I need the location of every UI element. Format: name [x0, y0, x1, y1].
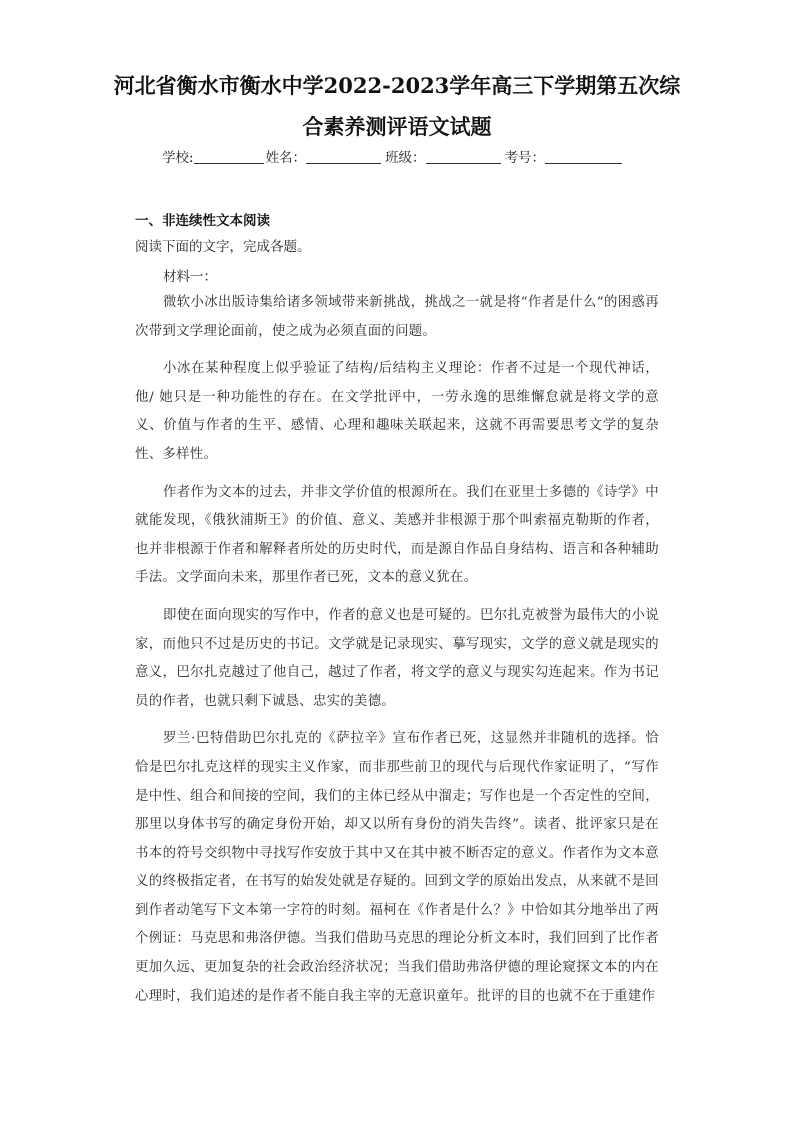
- material-label: 材料一：: [163, 269, 217, 285]
- name-label: 姓名：: [265, 150, 307, 166]
- exam-title-line-2: 合素养测评语文试题: [302, 114, 492, 139]
- passage-paragraph: 小冰在某种程度上似乎验证了结构/后结构主义理论：作者不过是一个现代神话，他/ 她只是一种功能性的存在。在文学批评中，一劳永逸的思维懈怠就是将文学的意义、价值与作者的生平、感情、心理和趣味关联起来，这就不再需要思考文学的复杂性、多样性。: [135, 361, 659, 462]
- passage-paragraph: 作者作为文本的过去，并非文学价值的根源所在。我们在亚里士多德的《诗学》中就能发现，《俄狄浦斯王》的价值、意义、美感并非根源于那个叫索福克勒斯的作者，也并非根源于作者和解释者所处的历史时代，而是源自作品自身结构、语言和各种辅助手法。文学面向未来，那里作者已死，文本的意义犹在。: [135, 484, 659, 586]
- name-blank[interactable]: [306, 149, 381, 164]
- section-heading: 一、非连续性文本阅读: [135, 213, 270, 229]
- number-blank[interactable]: [545, 149, 622, 164]
- school-label: 学校:: [162, 150, 194, 166]
- class-blank[interactable]: [426, 149, 501, 164]
- section-instruction: 阅读下面的文字，完成各题。: [135, 239, 311, 255]
- class-label: 班级：: [385, 150, 426, 166]
- passage-paragraph: 微软小冰出版诗集给诸多领域带来新挑战，挑战之一就是将“作者是什么”的困惑再次带到文学理论面前，使之成为必须直面的问题。: [135, 295, 659, 339]
- school-blank[interactable]: [194, 149, 264, 164]
- exam-title-line-1: 河北省衡水市衡水中学2022-2023学年高三下学期第五次综: [113, 73, 681, 98]
- passage-paragraph: 罗兰·巴特借助巴尔扎克的《萨拉辛》宣布作者已死，这显然并非随机的选择。恰恰是巴尔扎克这样的现实主义作家，而非那些前卫的现代与后现代作家证明了，“写作是中性、组合和间接的空间，我们的主体已经从中溜走；写作也是一个否定性的空间，那里以身体书写的确定身份开始，却又以所有身份的消失告终”。读者、批评家只是在书本的符号交织物中寻找写作安放于其中又在其中被不断否定的意义。作者作为文本意义的终极指定者，在书写的始发处就是存疑的。回到文学的原始出发点，从来就不是回到作者动笔写下文本第一字符的时刻。福柯在《作者是什么？》中恰如其分地举出了两个例证：马克思和弗洛伊德。当我们借助马克思的理论分析文本时，我们回到了比作者更加久远、更加复杂的社会政治经济状况；当我们借助弗洛伊德的理论窥探文本的内在心理时，我们追述的是作者不能自我主宰的无意识童年。批评的目的也就不在于重建作: [135, 731, 659, 1004]
- student-info-row: [162, 146, 622, 166]
- reading-passage: [135, 289, 659, 1020]
- passage-paragraph: 即使在面向现实的写作中，作者的意义也是可疑的。巴尔扎克被誉为最伟大的小说家，而他只不过是历史的书记。文学就是记录现实、摹写现实，文学的意义就是现实的意义，巴尔扎克越过了他自己，越过了作者，将文学的意义与现实勾连起来。作为书记员的作者，也就只剩下诚恳、忠实的美德。: [135, 607, 659, 709]
- number-label: 考号：: [504, 150, 546, 166]
